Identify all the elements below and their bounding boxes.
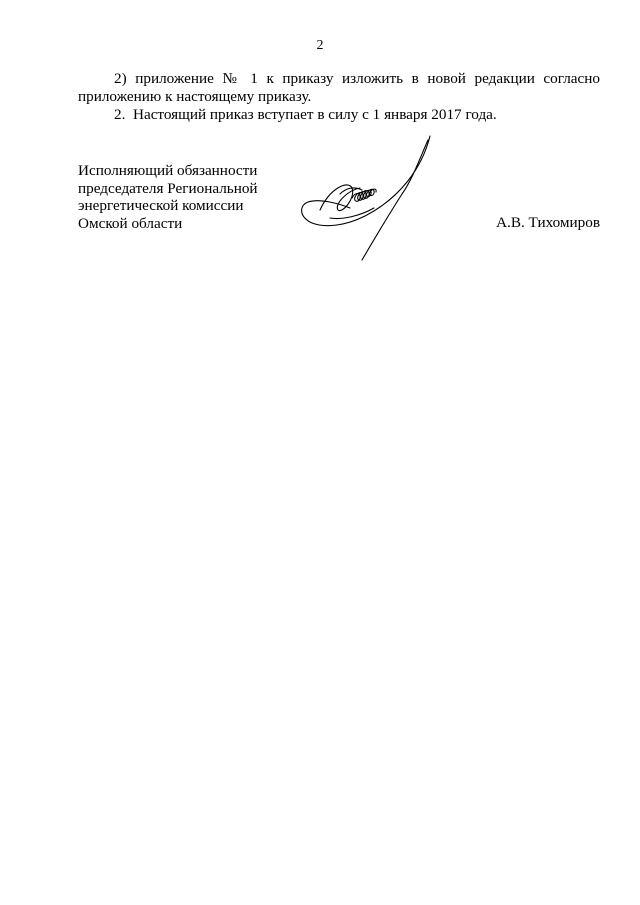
paragraph-effective-date: 2. Настоящий приказ вступает в силу с 1 января 2017 года.	[114, 106, 497, 124]
signer-position-line: Омской области	[78, 214, 183, 232]
signer-position-line: председателя Региональной	[78, 179, 258, 197]
signer-name: А.В. Тихомиров	[496, 214, 600, 231]
signer-position-line: энергетической комиссии	[78, 197, 244, 215]
handwritten-signature	[290, 128, 450, 268]
page-number: 2	[316, 38, 324, 53]
signer-position	[78, 162, 278, 232]
signer-position-line: Исполняющий обязанности	[78, 162, 258, 179]
paragraph-appendix-amendment: 2) приложение № 1 к приказу изложить в новой редакции согласно приложению к настоящему приказу.	[78, 70, 600, 106]
document-body	[78, 70, 600, 125]
